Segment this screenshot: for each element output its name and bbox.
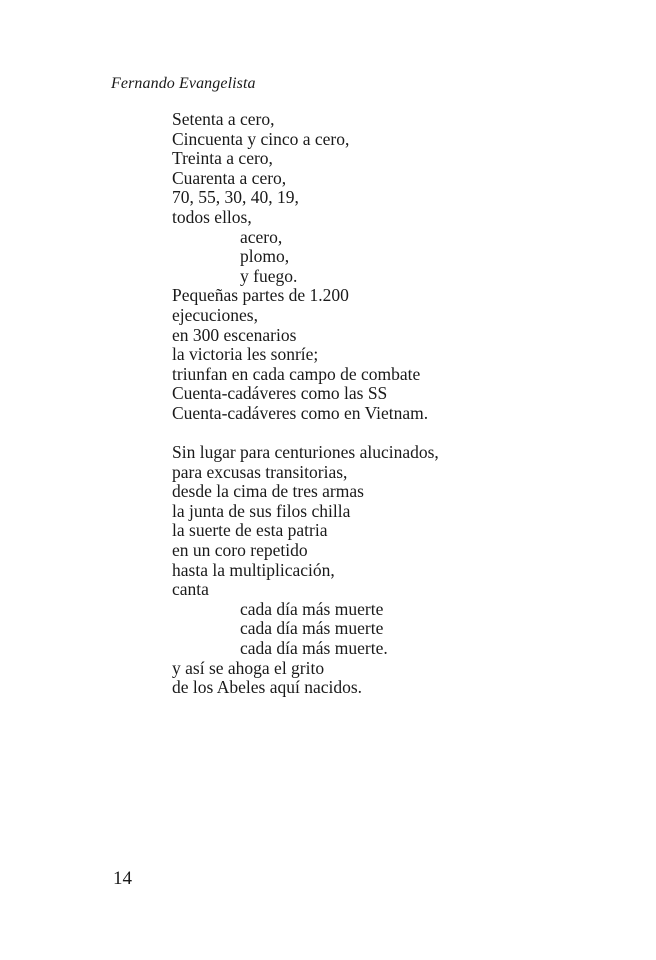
poem-line: la junta de sus filos chilla: [172, 500, 351, 521]
poem-line: en 300 escenarios: [172, 324, 297, 345]
poem-line: la suerte de esta patria: [172, 520, 328, 541]
poem-line: Setenta a cero,: [172, 109, 275, 129]
poem: [172, 110, 439, 698]
poem-line: en un coro repetido: [172, 540, 308, 561]
page-number: 14: [113, 868, 132, 889]
poem-line-indented: cada día más muerte.: [240, 638, 388, 659]
poem-line: Cincuenta y cinco a cero,: [172, 128, 350, 149]
poem-line: y así se ahoga el grito: [172, 657, 325, 678]
poem-line-indented: acero,: [240, 226, 283, 247]
poem-line: Cuenta-cadáveres como en Vietnam.: [172, 402, 429, 423]
running-head-author: Fernando Evangelista: [111, 75, 256, 92]
poem-line: Cuarenta a cero,: [172, 167, 287, 188]
poem-line: todos ellos,: [172, 206, 252, 227]
poem-line: Cuenta-cadáveres como las SS: [172, 383, 388, 404]
poem-line-indented: plomo,: [240, 246, 290, 267]
poem-line: triunfan en cada campo de combate: [172, 363, 421, 384]
stanza-2: [172, 443, 439, 698]
poem-line: para excusas transitorias,: [172, 461, 348, 482]
poem-line: desde la cima de tres armas: [172, 481, 364, 502]
poem-line: 70, 55, 30, 40, 19,: [172, 187, 299, 208]
poem-line: canta: [172, 579, 209, 600]
poem-line: ejecuciones,: [172, 304, 258, 325]
poem-line: de los Abeles aquí nacidos.: [172, 677, 363, 698]
poem-line: Treinta a cero,: [172, 148, 273, 169]
poem-line: la victoria les sonríe;: [172, 344, 319, 365]
poem-line: Pequeñas partes de 1.200: [172, 285, 349, 306]
poem-line-indented: cada día más muerte: [240, 598, 384, 619]
poem-line: Sin lugar para centuriones alucinados,: [172, 442, 439, 463]
poem-line-indented: y fuego.: [240, 265, 298, 286]
stanza-1: [172, 110, 439, 424]
poem-line: hasta la multiplicación,: [172, 559, 335, 580]
poem-line-indented: cada día más muerte: [240, 618, 384, 639]
